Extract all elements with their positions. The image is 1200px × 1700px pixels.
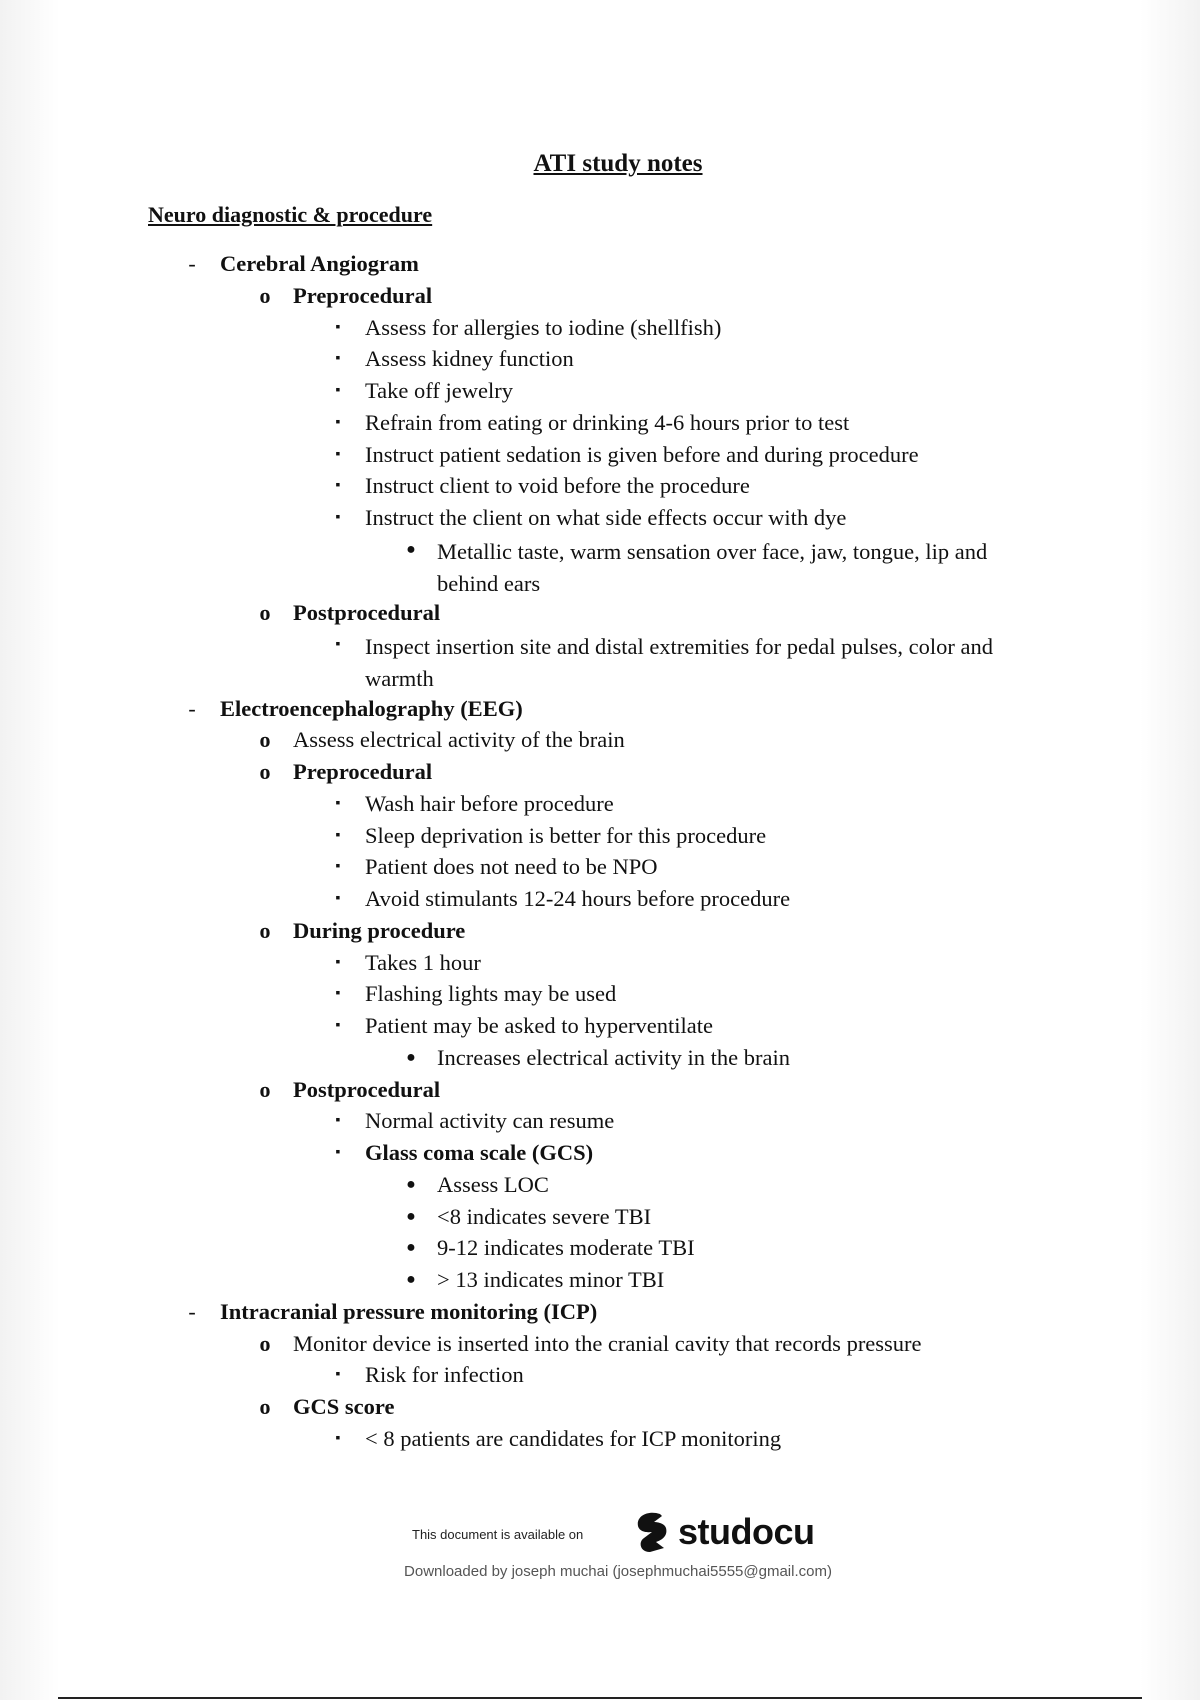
- outline-item-text: During procedure: [293, 917, 466, 943]
- circle-bullet-icon: o: [259, 727, 271, 753]
- outline-item-text: Glass coma scale (GCS): [365, 1140, 594, 1165]
- outline-item-text: Instruct patient sedation is given before and during procedure: [365, 441, 919, 467]
- outline-item-text: Electroencephalography (EEG): [220, 695, 523, 721]
- outline-item-text: Postprocedural: [293, 1076, 441, 1102]
- square-bullet-icon: ▪: [335, 319, 341, 335]
- outline-item-text: Inspect insertion site and distal extremities for pedal pulses, color and warmth: [365, 634, 993, 691]
- outline-item-text: Assess for allergies to iodine (shellfish): [365, 314, 722, 340]
- square-bullet-icon: ▪: [335, 986, 341, 1002]
- footer-available-text: This document is available on: [412, 1527, 584, 1542]
- outline-item-text: Monitor device is inserted into the cranial cavity that records pressure: [293, 1330, 922, 1356]
- page-bottom-rule: [58, 1697, 1142, 1699]
- outline-item-text: Preprocedural: [293, 759, 433, 784]
- square-bullet-icon: ▪: [335, 478, 341, 494]
- dot-bullet-icon: ●: [406, 1048, 416, 1066]
- outline-item-text: Increases electrical activity in the brain: [437, 1044, 790, 1070]
- dash-bullet-icon: -: [188, 1298, 196, 1324]
- outline-item-text: Cerebral Angiogram: [220, 251, 419, 276]
- circle-bullet-icon: o: [259, 1330, 271, 1356]
- circle-bullet-icon: o: [259, 917, 271, 943]
- dot-bullet-icon: ●: [406, 1239, 416, 1257]
- outline-item-text: Instruct client to void before the procedure: [365, 473, 750, 499]
- outline-item-text: Assess electrical activity of the brain: [293, 727, 625, 753]
- studocu-logo[interactable]: [630, 1508, 815, 1556]
- square-bullet-icon: ▪: [335, 1367, 341, 1383]
- circle-bullet-icon: o: [259, 1076, 271, 1102]
- outline-item-text: Intracranial pressure monitoring (ICP): [220, 1298, 598, 1324]
- outline-item-text: Instruct the client on what side effects occur with dye: [365, 505, 847, 530]
- outline-item-text: Postprocedural: [293, 600, 441, 626]
- dash-bullet-icon: -: [188, 251, 196, 276]
- outline-item-text: Metallic taste, warm sensation over face, jaw, tongue, lip and behind ears: [437, 538, 988, 596]
- square-bullet-icon: ▪: [335, 383, 341, 398]
- outline-item-text: Takes 1 hour: [365, 949, 481, 975]
- square-bullet-icon: ▪: [335, 510, 341, 525]
- circle-bullet-icon: o: [259, 282, 271, 308]
- dot-bullet-icon: ●: [406, 540, 416, 558]
- outline-item-text: Sleep deprivation is better for this procedure: [365, 822, 767, 848]
- square-bullet-icon: ▪: [335, 1018, 341, 1033]
- square-bullet-icon: ▪: [335, 1145, 341, 1160]
- outline-item-text: Risk for infection: [365, 1362, 524, 1388]
- outline-item-text: Normal activity can resume: [365, 1108, 615, 1134]
- outline-item-text: Preprocedural: [293, 282, 433, 308]
- circle-bullet-icon: o: [259, 1394, 271, 1419]
- outline-item-text: 9-12 indicates moderate TBI: [437, 1235, 695, 1261]
- square-bullet-icon: ▪: [335, 795, 341, 811]
- square-bullet-icon: ▪: [335, 954, 341, 970]
- downloaded-by-text: Downloaded by joseph muchai (josephmuchai5555@gmail.com): [404, 1563, 832, 1580]
- outline-item-text: Assess LOC: [437, 1171, 549, 1197]
- square-bullet-icon: ▪: [335, 1113, 341, 1129]
- dot-bullet-icon: ●: [406, 1207, 416, 1225]
- outline-item-text: Assess kidney function: [365, 346, 574, 372]
- outline-item-text: Refrain from eating or drinking 4-6 hours prior to test: [365, 409, 850, 435]
- studocu-brand-text: studocu: [678, 1511, 815, 1552]
- circle-bullet-icon: o: [259, 600, 271, 626]
- outline-item-text: Avoid stimulants 12-24 hours before procedure: [365, 886, 791, 911]
- document-title: ATI study notes: [533, 150, 703, 177]
- square-bullet-icon: ▪: [335, 1430, 341, 1446]
- square-bullet-icon: ▪: [335, 827, 341, 843]
- circle-bullet-icon: o: [259, 759, 271, 784]
- square-bullet-icon: ▪: [335, 351, 341, 367]
- outline-item-text: Wash hair before procedure: [365, 790, 614, 816]
- outline-item-text: <8 indicates severe TBI: [437, 1203, 652, 1229]
- outline-item-text: Take off jewelry: [365, 378, 513, 403]
- section-title: Neuro diagnostic & procedure: [148, 202, 433, 227]
- dash-bullet-icon: -: [188, 695, 196, 721]
- dot-bullet-icon: ●: [406, 1271, 416, 1288]
- square-bullet-icon: ▪: [335, 891, 341, 906]
- square-bullet-icon: ▪: [335, 414, 341, 430]
- square-bullet-icon: ▪: [335, 446, 341, 462]
- outline-item-text: GCS score: [293, 1394, 395, 1419]
- dot-bullet-icon: ●: [406, 1175, 416, 1193]
- outline-item-text: < 8 patients are candidates for ICP monitoring: [365, 1425, 782, 1451]
- outline-item-text: Flashing lights may be used: [365, 981, 617, 1007]
- square-bullet-icon: ▪: [335, 859, 341, 875]
- studocu-logo-icon: [630, 1508, 674, 1556]
- outline-item-text: Patient may be asked to hyperventilate: [365, 1013, 714, 1038]
- square-bullet-icon: ▪: [335, 637, 341, 652]
- outline-item-text: > 13 indicates minor TBI: [437, 1267, 665, 1292]
- outline-item-text: Patient does not need to be NPO: [365, 854, 658, 880]
